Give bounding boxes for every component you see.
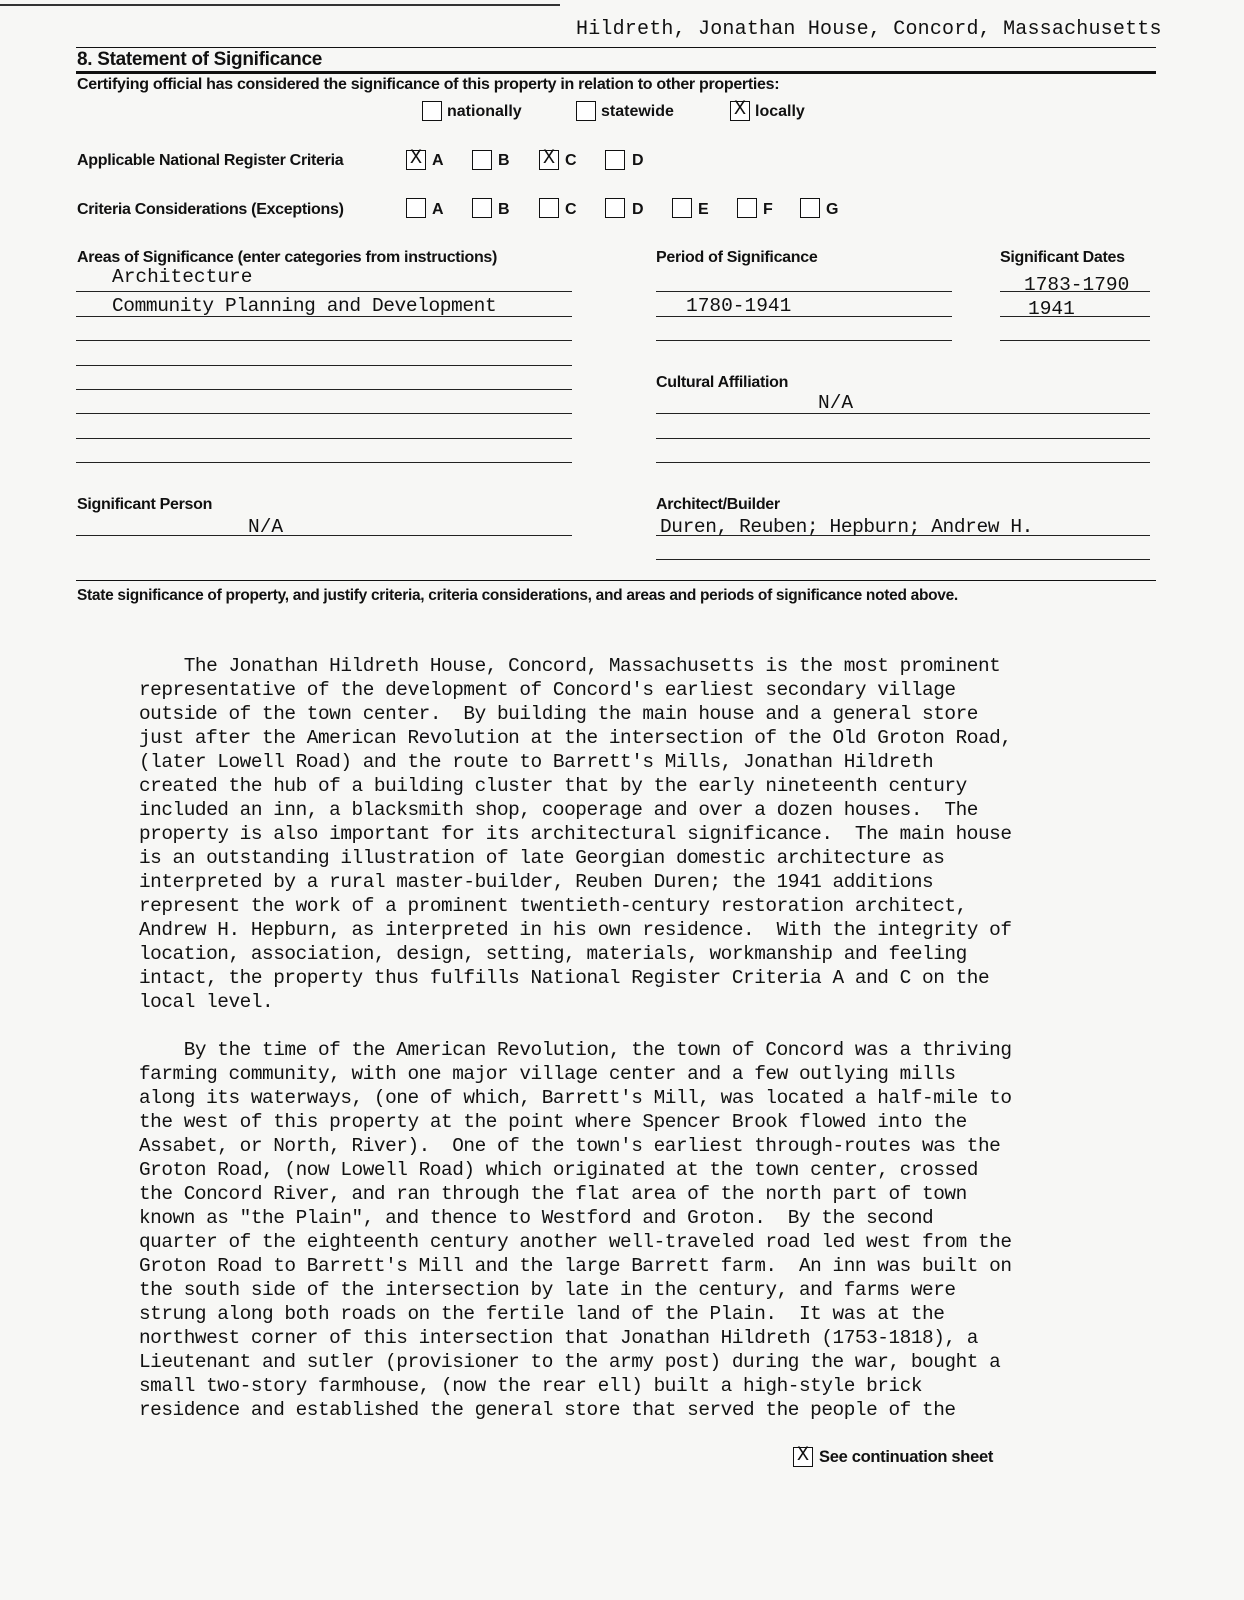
area-line [76, 462, 572, 463]
checkbox-consideration-a[interactable] [406, 198, 426, 218]
checkbox-label: locally [755, 103, 805, 120]
cultural-line [656, 413, 1150, 414]
consideration-label: F [763, 201, 773, 218]
period-line [656, 291, 952, 292]
person-value[interactable]: N/A [248, 516, 284, 538]
date-entry[interactable]: 1941 [1028, 298, 1075, 320]
area-line [76, 413, 572, 414]
checkbox-locally[interactable]: X [730, 101, 750, 121]
cultural-value[interactable]: N/A [818, 392, 854, 414]
consideration-label: A [432, 201, 444, 218]
criterion-label: A [432, 152, 444, 169]
statement-divider [76, 580, 1156, 581]
state-significance-instructions: State significance of property, and justify criteria, criteria considerations, and areas and periods of significance noted above. [77, 587, 958, 604]
dates-label: Significant Dates [1000, 249, 1125, 266]
checkbox-consideration-f[interactable] [737, 198, 757, 218]
section-top-rule [76, 47, 1156, 48]
architect-label: Architect/Builder [656, 496, 780, 513]
checkbox-criterion-d[interactable] [605, 150, 625, 170]
property-title: Hildreth, Jonathan House, Concord, Massachusetts [576, 18, 1162, 41]
checkbox-statewide[interactable] [576, 101, 596, 121]
top-edge-rule [0, 4, 560, 6]
person-line [76, 535, 572, 536]
checkbox-consideration-c[interactable] [539, 198, 559, 218]
period-value[interactable]: 1780-1941 [686, 295, 792, 317]
period-label: Period of Significance [656, 249, 818, 266]
checkbox-nationally[interactable] [422, 101, 442, 121]
checkbox-criterion-b[interactable] [472, 150, 492, 170]
checkbox-consideration-e[interactable] [672, 198, 692, 218]
dates-line [1000, 340, 1150, 341]
area-line [76, 365, 572, 366]
checkbox-consideration-b[interactable] [472, 198, 492, 218]
consideration-label: C [565, 201, 577, 218]
area-line [76, 291, 572, 292]
continuation-label: See continuation sheet [819, 1448, 994, 1466]
consideration-label: G [826, 201, 839, 218]
section-title: 8. Statement of Significance [77, 49, 322, 70]
checkbox-criterion-c[interactable]: X [539, 150, 559, 170]
area-entry[interactable]: Community Planning and Development [112, 295, 497, 317]
cultural-line [656, 462, 1150, 463]
architect-line [656, 559, 1150, 560]
nr-criteria-label: Applicable National Register Criteria [77, 152, 344, 169]
period-line [656, 340, 952, 341]
certifying-text: Certifying official has considered the significance of this property in relation to other properties: [77, 76, 780, 93]
checkbox-continuation[interactable]: X [793, 1447, 813, 1467]
narrative-paragraph-1: The Jonathan Hildreth House, Concord, Massachusetts is the most prominent representative of the development of Concord's earliest secondary village outside of the town center. By building the main house and a general store just after the American Revolution at the intersection of the Old Groton Road, (later Lowell Road) and the route to Barrett's Mills, Jonathan Hildreth created the hub of a building cluster that by the early nineteenth century included an inn, a blacksmith shop, cooperage and over a dozen houses. The property is also important for its architectural significance. The main house is an outstanding illustration of late Georgian domestic architecture as interpreted by a rural master-builder, Reuben Duren; the 1941 additions represent the work of a prominent twentieth-century restoration architect, Andrew H. Hepburn, as interpreted in his own residence. With the integrity of location, association, design, setting, materials, workmanship and feeling intact, the property thus fulfills National Register Criteria A and C on the local level. [139, 655, 1012, 1013]
checkbox-criterion-a[interactable]: X [406, 150, 426, 170]
checkbox-label: statewide [601, 103, 674, 120]
checkbox-label: nationally [447, 103, 522, 120]
date-entry[interactable]: 1783-1790 [1024, 274, 1130, 296]
dates-line [1000, 291, 1150, 292]
cultural-line [656, 438, 1150, 439]
area-line [76, 438, 572, 439]
area-line [76, 340, 572, 341]
criterion-label: D [632, 152, 644, 169]
period-line [656, 316, 952, 317]
consideration-label: B [498, 201, 510, 218]
considerations-label: Criteria Considerations (Exceptions) [77, 201, 344, 218]
area-line [76, 389, 572, 390]
areas-label: Areas of Significance (enter categories from instructions) [77, 249, 498, 266]
consideration-label: D [632, 201, 644, 218]
dates-line [1000, 316, 1150, 317]
section-title-rule [76, 71, 1156, 74]
area-entry[interactable]: Architecture [112, 266, 253, 288]
cultural-label: Cultural Affiliation [656, 374, 789, 391]
consideration-label: E [698, 201, 709, 218]
narrative-paragraph-2: By the time of the American Revolution, the town of Concord was a thriving farming community, with one major village center and a few outlying mills along its waterways, (one of which, Barrett's Mill, was located a half-mile to the west of this property at the point where Spencer Brook flowed into the Assabet, or North, River). One of the town's earliest through-routes was the Groton Road, (now Lowell Road) which originated at the town center, crossed the Concord River, and ran through the flat area of the north part of town known as "the Plain", and thence to Westford and Groton. By the second quarter of the eighteenth century another well-traveled road led west from the Groton Road to Barrett's Mill and the large Barrett farm. An inn was built on the south side of the intersection by late in the century, and farms were strung along both roads on the fertile land of the Plain. It was at the northwest corner of this intersection that Jonathan Hildreth (1753-1818), a Lieutenant and sutler (provisioner to the army post) during the war, bought a small two-story farmhouse, (now the rear ell) built a high-style brick residence and established the general store that served the people of the [139, 1039, 1012, 1421]
architect-line [656, 535, 1150, 536]
checkbox-consideration-g[interactable] [800, 198, 820, 218]
person-label: Significant Person [77, 496, 213, 513]
checkbox-consideration-d[interactable] [605, 198, 625, 218]
criterion-label: C [565, 152, 577, 169]
architect-value[interactable]: Duren, Reuben; Hepburn; Andrew H. [660, 516, 1033, 538]
area-line [76, 316, 572, 317]
criterion-label: B [498, 152, 510, 169]
